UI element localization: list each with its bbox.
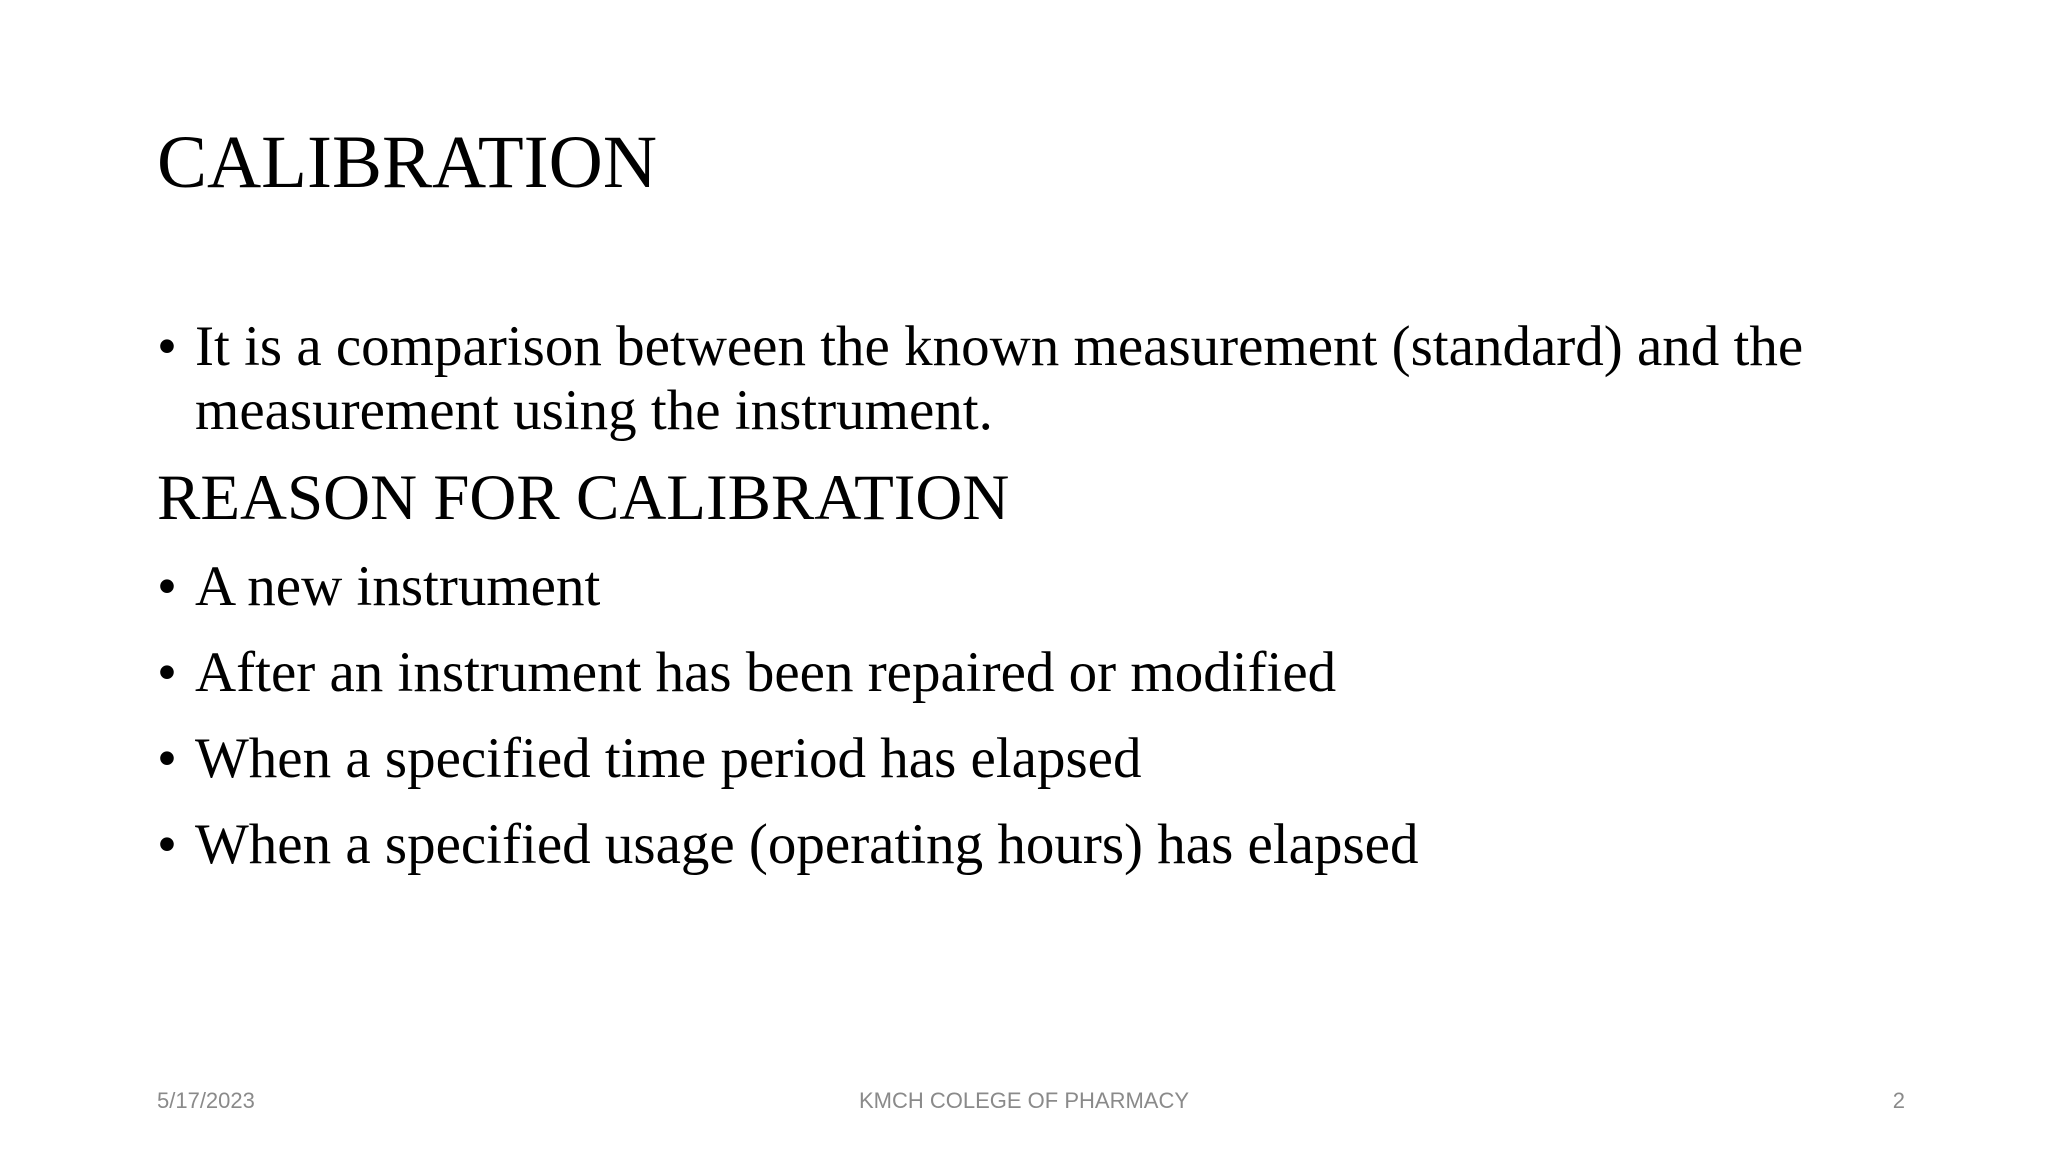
- bullet-dot: •: [157, 315, 177, 378]
- bullet-dot: •: [157, 641, 177, 704]
- footer-date: 5/17/2023: [157, 1088, 255, 1113]
- bullet-dot: •: [157, 555, 177, 618]
- reason-text: When a specified time period has elapsed: [195, 727, 1142, 790]
- bullet-dot: •: [157, 727, 177, 790]
- reason-text: When a specified usage (operating hours) has elapsed: [195, 813, 1419, 876]
- bullet-dot: •: [157, 813, 177, 876]
- reason-subheading: REASON FOR CALIBRATION: [157, 462, 1010, 534]
- definition-line-2: measurement using the instrument.: [195, 379, 993, 442]
- footer-institution: KMCH COLEGE OF PHARMACY: [858, 1088, 1190, 1113]
- reason-text: A new instrument: [195, 555, 601, 618]
- reason-item: [157, 813, 1917, 877]
- slide-body: [157, 315, 1917, 877]
- reason-item: [157, 641, 1917, 705]
- reason-item: [157, 727, 1917, 791]
- definition-bullet: [157, 315, 1917, 443]
- reason-item: [157, 555, 1917, 619]
- slide-title: CALIBRATION: [157, 121, 657, 204]
- reason-text: After an instrument has been repaired or modified: [195, 641, 1337, 704]
- definition-line-1: It is a comparison between the known measurement (standard) and the: [195, 315, 1804, 378]
- slide-number: 2: [1892, 1088, 1905, 1113]
